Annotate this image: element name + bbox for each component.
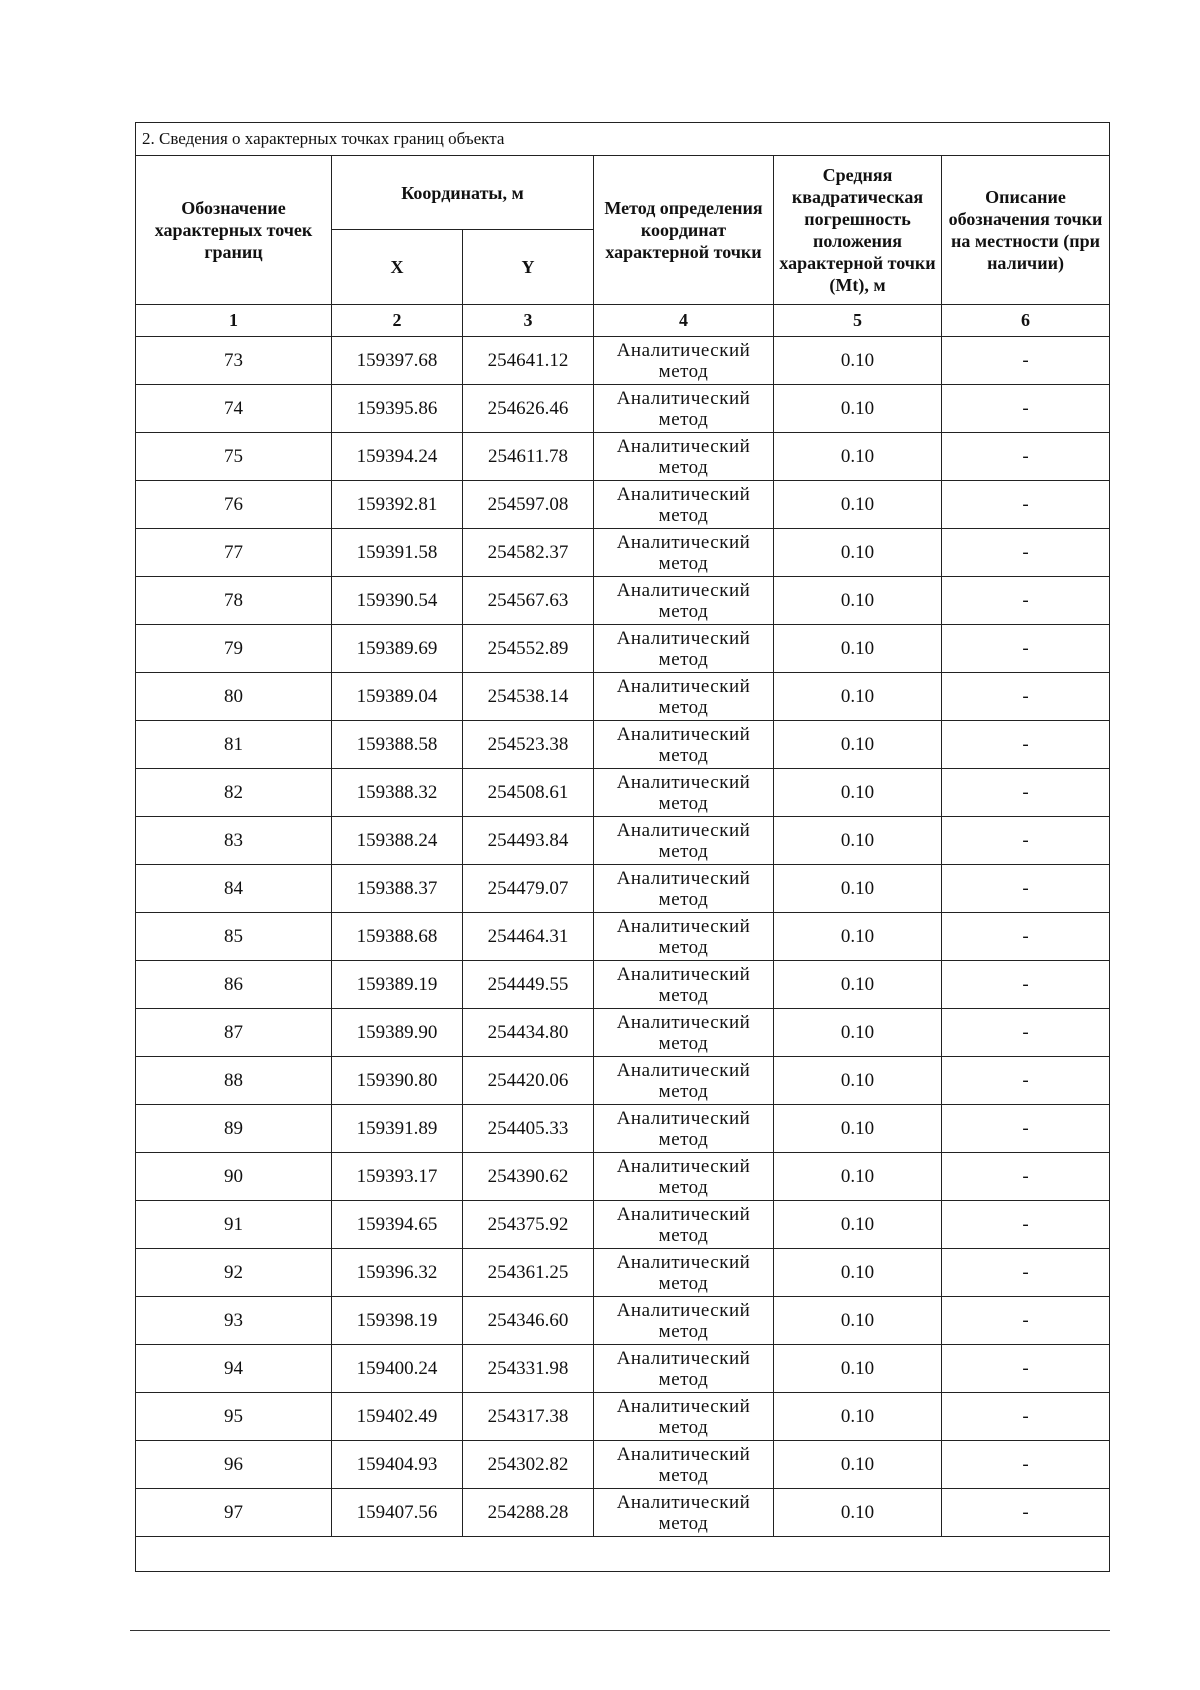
method-cell: Аналитический метод (594, 1249, 774, 1297)
point-id-cell: 75 (136, 433, 332, 481)
table-row (136, 1345, 1110, 1393)
x-coordinate-cell: 159400.24 (332, 1345, 463, 1393)
method-cell: Аналитический метод (594, 337, 774, 385)
table-row (136, 337, 1110, 385)
y-coordinate-cell: 254582.37 (463, 529, 594, 577)
point-id-cell: 76 (136, 481, 332, 529)
error-cell: 0.10 (774, 1105, 942, 1153)
error-cell: 0.10 (774, 913, 942, 961)
y-coordinate-cell: 254317.38 (463, 1393, 594, 1441)
column-numbers-row (136, 305, 1110, 337)
table-row (136, 1249, 1110, 1297)
method-cell: Аналитический метод (594, 673, 774, 721)
method-cell: Аналитический метод (594, 1009, 774, 1057)
y-coordinate-cell: 254390.62 (463, 1153, 594, 1201)
description-cell: - (942, 1105, 1110, 1153)
description-cell: - (942, 1057, 1110, 1105)
method-cell: Аналитический метод (594, 721, 774, 769)
error-cell: 0.10 (774, 337, 942, 385)
description-cell: - (942, 1441, 1110, 1489)
x-coordinate-cell: 159389.69 (332, 625, 463, 673)
error-cell: 0.10 (774, 1201, 942, 1249)
error-cell: 0.10 (774, 433, 942, 481)
table-row (136, 913, 1110, 961)
point-id-cell: 94 (136, 1345, 332, 1393)
y-coordinate-cell: 254434.80 (463, 1009, 594, 1057)
table-row (136, 1489, 1110, 1537)
table-row (136, 1153, 1110, 1201)
method-cell: Аналитический метод (594, 1345, 774, 1393)
description-cell: - (942, 577, 1110, 625)
column-number: 6 (942, 305, 1110, 337)
description-cell: - (942, 1009, 1110, 1057)
table-row (136, 481, 1110, 529)
error-cell: 0.10 (774, 865, 942, 913)
y-coordinate-cell: 254420.06 (463, 1057, 594, 1105)
boundary-points-table (135, 122, 1110, 1572)
x-coordinate-cell: 159402.49 (332, 1393, 463, 1441)
error-cell: 0.10 (774, 721, 942, 769)
y-coordinate-cell: 254508.61 (463, 769, 594, 817)
point-id-cell: 82 (136, 769, 332, 817)
y-coordinate-cell: 254361.25 (463, 1249, 594, 1297)
description-cell: - (942, 769, 1110, 817)
header-designation: Обозначение характерных точек границ (136, 156, 332, 305)
table-body (136, 337, 1110, 1537)
point-id-cell: 78 (136, 577, 332, 625)
method-cell: Аналитический метод (594, 529, 774, 577)
error-cell: 0.10 (774, 1393, 942, 1441)
y-coordinate-cell: 254331.98 (463, 1345, 594, 1393)
error-cell: 0.10 (774, 481, 942, 529)
point-id-cell: 96 (136, 1441, 332, 1489)
error-cell: 0.10 (774, 529, 942, 577)
point-id-cell: 90 (136, 1153, 332, 1201)
point-id-cell: 86 (136, 961, 332, 1009)
y-coordinate-cell: 254597.08 (463, 481, 594, 529)
x-coordinate-cell: 159388.58 (332, 721, 463, 769)
method-cell: Аналитический метод (594, 961, 774, 1009)
column-number: 2 (332, 305, 463, 337)
y-coordinate-cell: 254552.89 (463, 625, 594, 673)
column-number: 5 (774, 305, 942, 337)
section-title: 2. Сведения о характерных точках границ объекта (136, 123, 1110, 156)
y-coordinate-cell: 254641.12 (463, 337, 594, 385)
table-row (136, 625, 1110, 673)
description-cell: - (942, 1489, 1110, 1537)
x-coordinate-cell: 159388.37 (332, 865, 463, 913)
description-cell: - (942, 865, 1110, 913)
footer-divider (130, 1630, 1110, 1631)
method-cell: Аналитический метод (594, 769, 774, 817)
description-cell: - (942, 1393, 1110, 1441)
point-id-cell: 92 (136, 1249, 332, 1297)
point-id-cell: 97 (136, 1489, 332, 1537)
point-id-cell: 85 (136, 913, 332, 961)
point-id-cell: 77 (136, 529, 332, 577)
table-row (136, 385, 1110, 433)
header-method: Метод определения координат характерной точки (594, 156, 774, 305)
header-error: Средняя квадратическая погрешность положения характерной точки (Mt), м (774, 156, 942, 305)
x-coordinate-cell: 159391.58 (332, 529, 463, 577)
empty-footer-row (136, 1537, 1110, 1572)
description-cell: - (942, 1201, 1110, 1249)
point-id-cell: 83 (136, 817, 332, 865)
x-coordinate-cell: 159391.89 (332, 1105, 463, 1153)
description-cell: - (942, 385, 1110, 433)
error-cell: 0.10 (774, 1249, 942, 1297)
method-cell: Аналитический метод (594, 385, 774, 433)
error-cell: 0.10 (774, 625, 942, 673)
description-cell: - (942, 673, 1110, 721)
error-cell: 0.10 (774, 1009, 942, 1057)
x-coordinate-cell: 159389.90 (332, 1009, 463, 1057)
description-cell: - (942, 529, 1110, 577)
method-cell: Аналитический метод (594, 1105, 774, 1153)
error-cell: 0.10 (774, 577, 942, 625)
method-cell: Аналитический метод (594, 1393, 774, 1441)
y-coordinate-cell: 254375.92 (463, 1201, 594, 1249)
document-page (135, 122, 1109, 1572)
table-row (136, 577, 1110, 625)
x-coordinate-cell: 159388.68 (332, 913, 463, 961)
error-cell: 0.10 (774, 1345, 942, 1393)
error-cell: 0.10 (774, 1153, 942, 1201)
column-number: 4 (594, 305, 774, 337)
x-coordinate-cell: 159396.32 (332, 1249, 463, 1297)
table-row (136, 1393, 1110, 1441)
y-coordinate-cell: 254464.31 (463, 913, 594, 961)
column-number: 3 (463, 305, 594, 337)
point-id-cell: 93 (136, 1297, 332, 1345)
error-cell: 0.10 (774, 1297, 942, 1345)
header-coordinates: Координаты, м (332, 156, 594, 230)
x-coordinate-cell: 159390.80 (332, 1057, 463, 1105)
x-coordinate-cell: 159404.93 (332, 1441, 463, 1489)
y-coordinate-cell: 254405.33 (463, 1105, 594, 1153)
error-cell: 0.10 (774, 817, 942, 865)
description-cell: - (942, 433, 1110, 481)
table-row (136, 673, 1110, 721)
point-id-cell: 74 (136, 385, 332, 433)
x-coordinate-cell: 159389.04 (332, 673, 463, 721)
description-cell: - (942, 481, 1110, 529)
x-coordinate-cell: 159388.24 (332, 817, 463, 865)
table-row (136, 1057, 1110, 1105)
error-cell: 0.10 (774, 385, 942, 433)
point-id-cell: 91 (136, 1201, 332, 1249)
method-cell: Аналитический метод (594, 1297, 774, 1345)
y-coordinate-cell: 254493.84 (463, 817, 594, 865)
method-cell: Аналитический метод (594, 817, 774, 865)
point-id-cell: 87 (136, 1009, 332, 1057)
y-coordinate-cell: 254626.46 (463, 385, 594, 433)
x-coordinate-cell: 159390.54 (332, 577, 463, 625)
x-coordinate-cell: 159394.24 (332, 433, 463, 481)
header-x: X (332, 230, 463, 305)
point-id-cell: 79 (136, 625, 332, 673)
point-id-cell: 73 (136, 337, 332, 385)
x-coordinate-cell: 159388.32 (332, 769, 463, 817)
error-cell: 0.10 (774, 673, 942, 721)
header-description: Описание обозначения точки на местности (при наличии) (942, 156, 1110, 305)
y-coordinate-cell: 254567.63 (463, 577, 594, 625)
method-cell: Аналитический метод (594, 1153, 774, 1201)
description-cell: - (942, 1153, 1110, 1201)
x-coordinate-cell: 159398.19 (332, 1297, 463, 1345)
y-coordinate-cell: 254302.82 (463, 1441, 594, 1489)
point-id-cell: 84 (136, 865, 332, 913)
point-id-cell: 88 (136, 1057, 332, 1105)
description-cell: - (942, 337, 1110, 385)
method-cell: Аналитический метод (594, 1201, 774, 1249)
y-coordinate-cell: 254449.55 (463, 961, 594, 1009)
table-row (136, 865, 1110, 913)
description-cell: - (942, 625, 1110, 673)
method-cell: Аналитический метод (594, 1057, 774, 1105)
y-coordinate-cell: 254479.07 (463, 865, 594, 913)
method-cell: Аналитический метод (594, 577, 774, 625)
table-row (136, 1105, 1110, 1153)
x-coordinate-cell: 159395.86 (332, 385, 463, 433)
header-y: Y (463, 230, 594, 305)
x-coordinate-cell: 159397.68 (332, 337, 463, 385)
error-cell: 0.10 (774, 961, 942, 1009)
table-row (136, 529, 1110, 577)
y-coordinate-cell: 254611.78 (463, 433, 594, 481)
point-id-cell: 89 (136, 1105, 332, 1153)
point-id-cell: 95 (136, 1393, 332, 1441)
method-cell: Аналитический метод (594, 625, 774, 673)
method-cell: Аналитический метод (594, 481, 774, 529)
error-cell: 0.10 (774, 1441, 942, 1489)
y-coordinate-cell: 254538.14 (463, 673, 594, 721)
table-row (136, 769, 1110, 817)
x-coordinate-cell: 159394.65 (332, 1201, 463, 1249)
table-row (136, 433, 1110, 481)
y-coordinate-cell: 254523.38 (463, 721, 594, 769)
column-number: 1 (136, 305, 332, 337)
table-row (136, 817, 1110, 865)
x-coordinate-cell: 159389.19 (332, 961, 463, 1009)
x-coordinate-cell: 159407.56 (332, 1489, 463, 1537)
description-cell: - (942, 1297, 1110, 1345)
method-cell: Аналитический метод (594, 1441, 774, 1489)
method-cell: Аналитический метод (594, 913, 774, 961)
description-cell: - (942, 913, 1110, 961)
description-cell: - (942, 817, 1110, 865)
table-row (136, 961, 1110, 1009)
method-cell: Аналитический метод (594, 865, 774, 913)
method-cell: Аналитический метод (594, 1489, 774, 1537)
error-cell: 0.10 (774, 1057, 942, 1105)
table-row (136, 1441, 1110, 1489)
x-coordinate-cell: 159392.81 (332, 481, 463, 529)
point-id-cell: 80 (136, 673, 332, 721)
y-coordinate-cell: 254288.28 (463, 1489, 594, 1537)
description-cell: - (942, 961, 1110, 1009)
point-id-cell: 81 (136, 721, 332, 769)
table-row (136, 1009, 1110, 1057)
description-cell: - (942, 1249, 1110, 1297)
method-cell: Аналитический метод (594, 433, 774, 481)
x-coordinate-cell: 159393.17 (332, 1153, 463, 1201)
table-row (136, 1297, 1110, 1345)
table-row (136, 1201, 1110, 1249)
table-row (136, 721, 1110, 769)
error-cell: 0.10 (774, 769, 942, 817)
description-cell: - (942, 721, 1110, 769)
description-cell: - (942, 1345, 1110, 1393)
empty-cell (136, 1537, 1110, 1572)
error-cell: 0.10 (774, 1489, 942, 1537)
y-coordinate-cell: 254346.60 (463, 1297, 594, 1345)
